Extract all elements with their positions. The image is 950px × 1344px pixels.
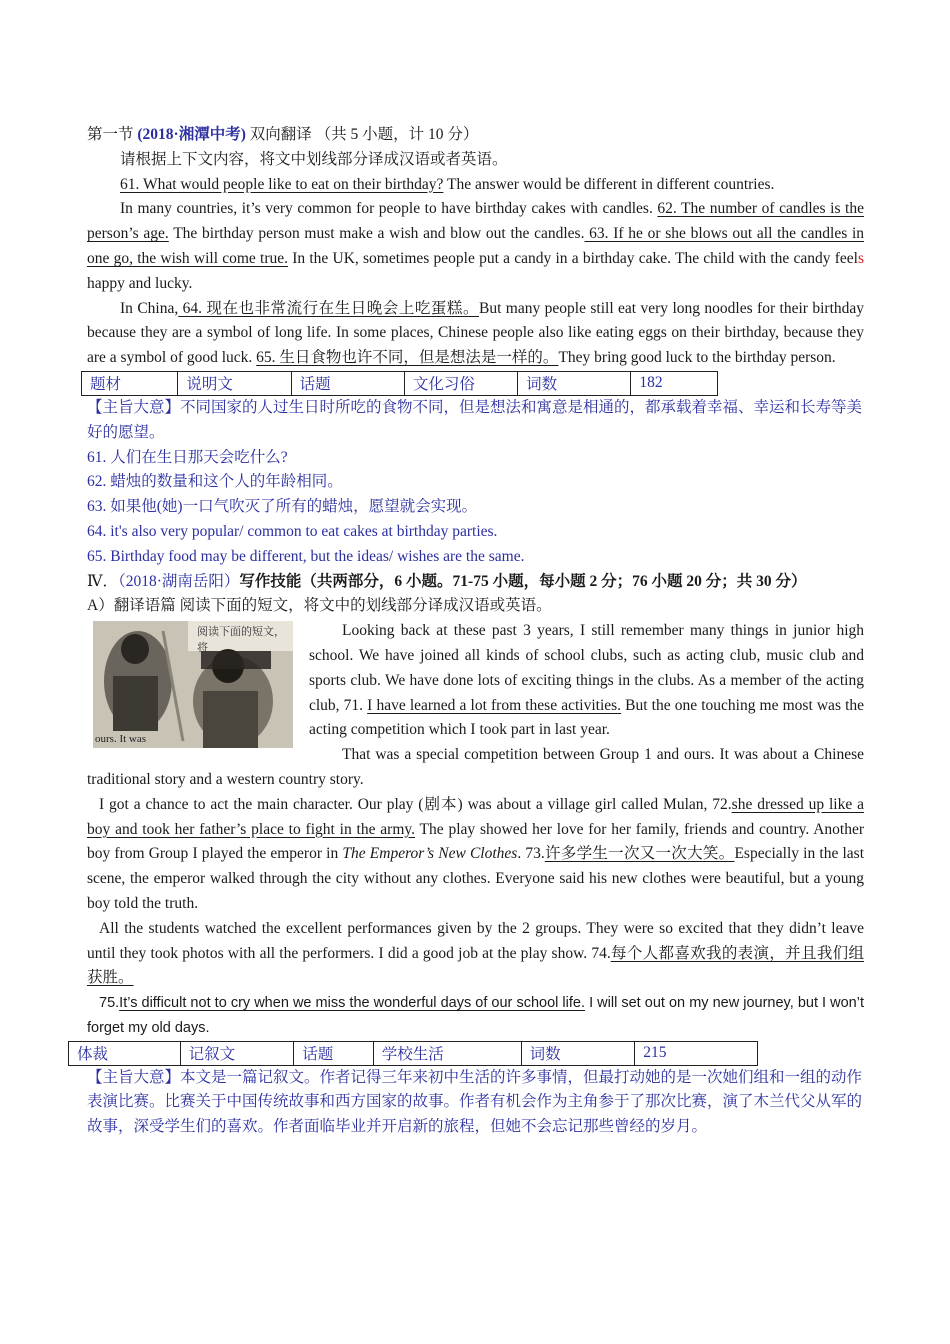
passage2-paragraph-3: I got a chance to act the main character. Our play (剧本) was about a village girl called Mulan, 72.she dressed up like a boy and took her father’s place to fight in the army. The play showed her love for her family, friends and country. Another boy from Group I played the emperor in The Emperor’s New Clothes. 73.许多学生一次又一次大笑。Especially in the last scene, the emperor walked through the city without any clothes. Everyone said his new clothes were beautiful, but a young boy told the truth. <box>87 795 865 912</box>
section1-instruction: 请根据上下文内容，将文中划线部分译成汉语或者英语。 <box>120 150 508 168</box>
question-61: 61. What would people like to eat on their birthday? <box>120 175 444 193</box>
passage2-body <box>87 619 864 793</box>
answer-65: 65. Birthday food may be different, but the ideas/ wishes are the same. <box>87 547 525 565</box>
passage2-paragraph-1: Looking back at these past 3 years, I still remember many things in junior high school. We have joined all kinds of school clubs, such as acting club, music club and sports club. We have done lots of exciting things in the clubs. As a member of the acting club, 71. I have learned a lot from these activities. But the one touching me most was the acting competition which I took part in last year. <box>309 622 865 739</box>
passage1-paragraph-1: 61. What would people like to eat on their birthday? The answer would be different in different countries. <box>120 175 775 193</box>
question-74: 每个人都喜欢我的表演，并且我们组获胜。 <box>87 944 864 987</box>
correction-mark: s <box>857 249 864 267</box>
passage2-paragraph-4: All the students watched the excellent performances given by the 2 groups. They were so excited that they didn’t leave until they took photos with all the performers. I did a good job at the play show. 74.每个人都喜欢我的表演，并且我们组获胜。 <box>87 919 864 987</box>
section2-heading: Ⅳ．（2018·湖南岳阳）写作技能（共两部分，6 小题。71-75 小题，每小题 2 分；76 小题 20 分；共 30 分） <box>87 572 807 590</box>
section2-subtitle: A）翻译语篇 阅读下面的短文，将文中的划线部分译成汉语或英语。 <box>87 597 552 615</box>
passage2-info-table: 体裁 记叙文 话题 学校生活 词数 215 <box>68 1041 758 1066</box>
answer-64: 64. it's also very popular/ common to eat cakes at birthday parties. <box>87 522 498 540</box>
question-71: I have learned a lot from these activities. <box>367 696 622 714</box>
section1-heading: 第一节 (2018·湘潭中考) 双向翻译 （共 5 小题，计 10 分） <box>87 126 479 143</box>
section1-source: (2018·湘潭中考) <box>137 126 246 143</box>
passage2-paragraph-5: 75.It’s difficult not to cry when we miss the wonderful days of our school life. I will set out on my new journey, but I won’t forget my old days. <box>87 995 864 1036</box>
answer-63: 63. 如果他(她)一口气吹灭了所有的蜡烛，愿望就会实现。 <box>87 498 478 516</box>
opera-photo <box>93 621 293 748</box>
passage1-paragraph-3: In China, 64. 现在也非常流行在生日晚会上吃蛋糕。But many people still eat very long noodles for their birthday because they are a symbol of long life. In some places, Chinese people also like eating eggs on their birthday, because they are a symbol of good luck. 65. 生日食物也许不同，但是想法是一样的。They bring good luck to the birthday person. <box>87 299 865 367</box>
question-63: 63. If he or she blows out all the candles in one go, the wish will come true. <box>87 225 865 267</box>
passage1-paragraph-2: In many countries, it’s very common for people to have birthday cakes with candles. 62. The number of candles is the person’s age. The birthday person must make a wish and blow out the candles. 63. If he or she blows out all the candles in one go, the wish will come true. In the UK, sometimes people put a candy in a birthday cake. The child with the candy feels happy and lucky. <box>87 200 865 292</box>
play-title: The Emperor’s New Clothes <box>342 845 518 863</box>
question-72: she dressed up like a boy and took her father’s place to fight in the army. <box>87 795 864 838</box>
passage1-summary: 【主旨大意】不同国家的人过生日时所吃的食物不同，但是想法和寓意是相通的，都承载着幸福、幸运和长寿等美好的愿望。 <box>87 398 863 441</box>
answer-62: 62. 蜡烛的数量和这个人的年龄相同。 <box>87 473 343 491</box>
photo-header-text: 阅读下面的短文，将 <box>197 626 285 655</box>
document-page <box>77 123 865 1140</box>
question-75: It’s difficult not to cry when we miss the wonderful days of our school life. <box>119 995 585 1012</box>
passage1-info-table: 题材 说明文 话题 文化习俗 词数 182 <box>81 371 718 396</box>
passage2-paragraph-2: That was a special competition between Group 1 and ours. It was about a Chinese traditional story and a western country story. <box>87 746 864 788</box>
question-64: 64. 现在也非常流行在生日晚会上吃蛋糕。 <box>178 299 479 317</box>
section2-source: （2018·湖南岳阳） <box>118 572 240 590</box>
photo-caption-text: ours. It was <box>95 733 147 746</box>
question-62: 62. The number of candles is the person’s age. <box>87 200 864 243</box>
question-65: 65. 生日食物也许不同，但是想法是一样的。 <box>256 349 559 367</box>
answer-61: 61. 人们在生日那天会吃什么? <box>87 448 288 466</box>
question-73: 许多学生一次又一次大笑。 <box>544 845 735 863</box>
passage2-summary: 【主旨大意】本文是一篇记叙文。作者记得三年来初中生活的许多事情，但最打动她的是一次她们组和一组的动作表演比赛。比赛关于中国传统故事和西方国家的故事。作者有机会作为主角参于了那次比赛，演了木兰代父从军的故事，深受学生们的喜欢。作者面临毕业并开启新的旅程，但她不会忘记那些曾经的岁月。 <box>87 1068 863 1136</box>
